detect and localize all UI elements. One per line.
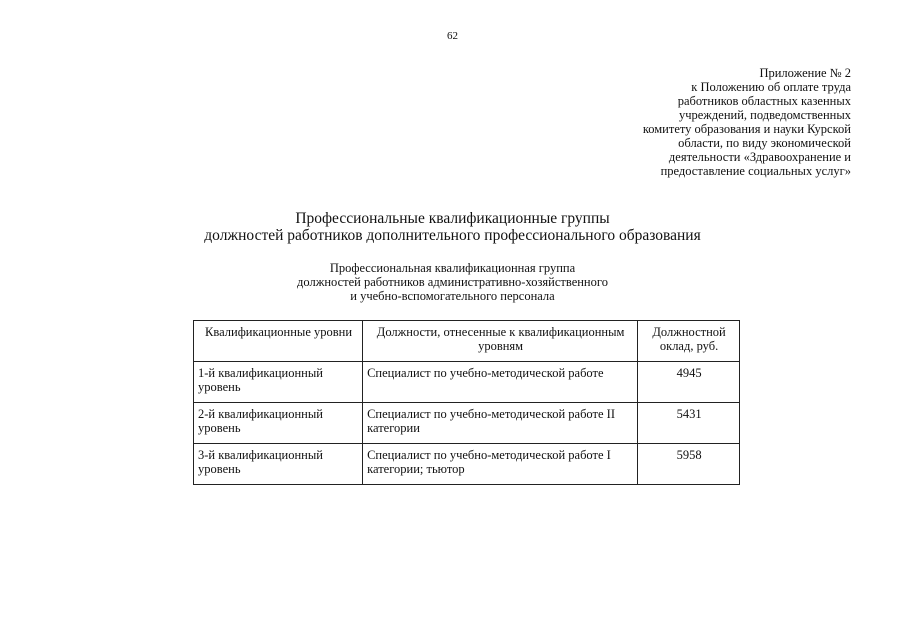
position-cell: Специалист по учебно-методической работе	[363, 362, 638, 403]
appendix-line: работников областных казенных	[677, 94, 851, 108]
position-cell: Специалист по учебно-методической работе II категории	[363, 403, 638, 444]
appendix-line: области, по виду экономической	[678, 136, 851, 150]
header-position: Должности, отнесенные к квалификационным уровням	[363, 321, 638, 362]
group-title-line: должностей работников административно-хозяйственного	[297, 275, 608, 289]
header-level: Квалификационные уровни	[194, 321, 363, 362]
main-title-line: должностей работников дополнительного профессионального образования	[204, 227, 701, 244]
main-title-line: Профессиональные квалификационные группы	[295, 210, 610, 227]
appendix-line: предоставление социальных услуг»	[660, 164, 851, 178]
appendix-note	[551, 66, 851, 178]
salary-cell: 4945	[638, 362, 740, 403]
table-row	[194, 444, 740, 485]
appendix-line: к Положению об оплате труда	[691, 80, 851, 94]
appendix-line: учреждений, подведомственных	[678, 108, 851, 122]
level-cell: 3-й квалификационный уровень	[194, 444, 363, 485]
position-cell: Специалист по учебно-методической работе I категории; тьютор	[363, 444, 638, 485]
page-number: 62	[447, 30, 458, 42]
group-title-line: Профессиональная квалификационная группа	[329, 261, 576, 275]
level-cell: 1-й квалификационный уровень	[194, 362, 363, 403]
table-row	[194, 403, 740, 444]
table-header-row	[194, 321, 740, 362]
level-cell: 2-й квалификационный уровень	[194, 403, 363, 444]
appendix-line: комитету образования и науки Курской	[642, 122, 851, 136]
salary-cell: 5958	[638, 444, 740, 485]
group-title	[0, 261, 905, 303]
salary-cell: 5431	[638, 403, 740, 444]
table-row	[194, 362, 740, 403]
group-title-line: и учебно-вспомогательного персонала	[350, 289, 555, 303]
header-salary: Должностной оклад, руб.	[638, 321, 740, 362]
salary-table	[193, 320, 740, 485]
main-title	[0, 210, 905, 244]
appendix-line: деятельности «Здравоохранение и	[668, 150, 851, 164]
appendix-line: Приложение № 2	[759, 66, 851, 80]
